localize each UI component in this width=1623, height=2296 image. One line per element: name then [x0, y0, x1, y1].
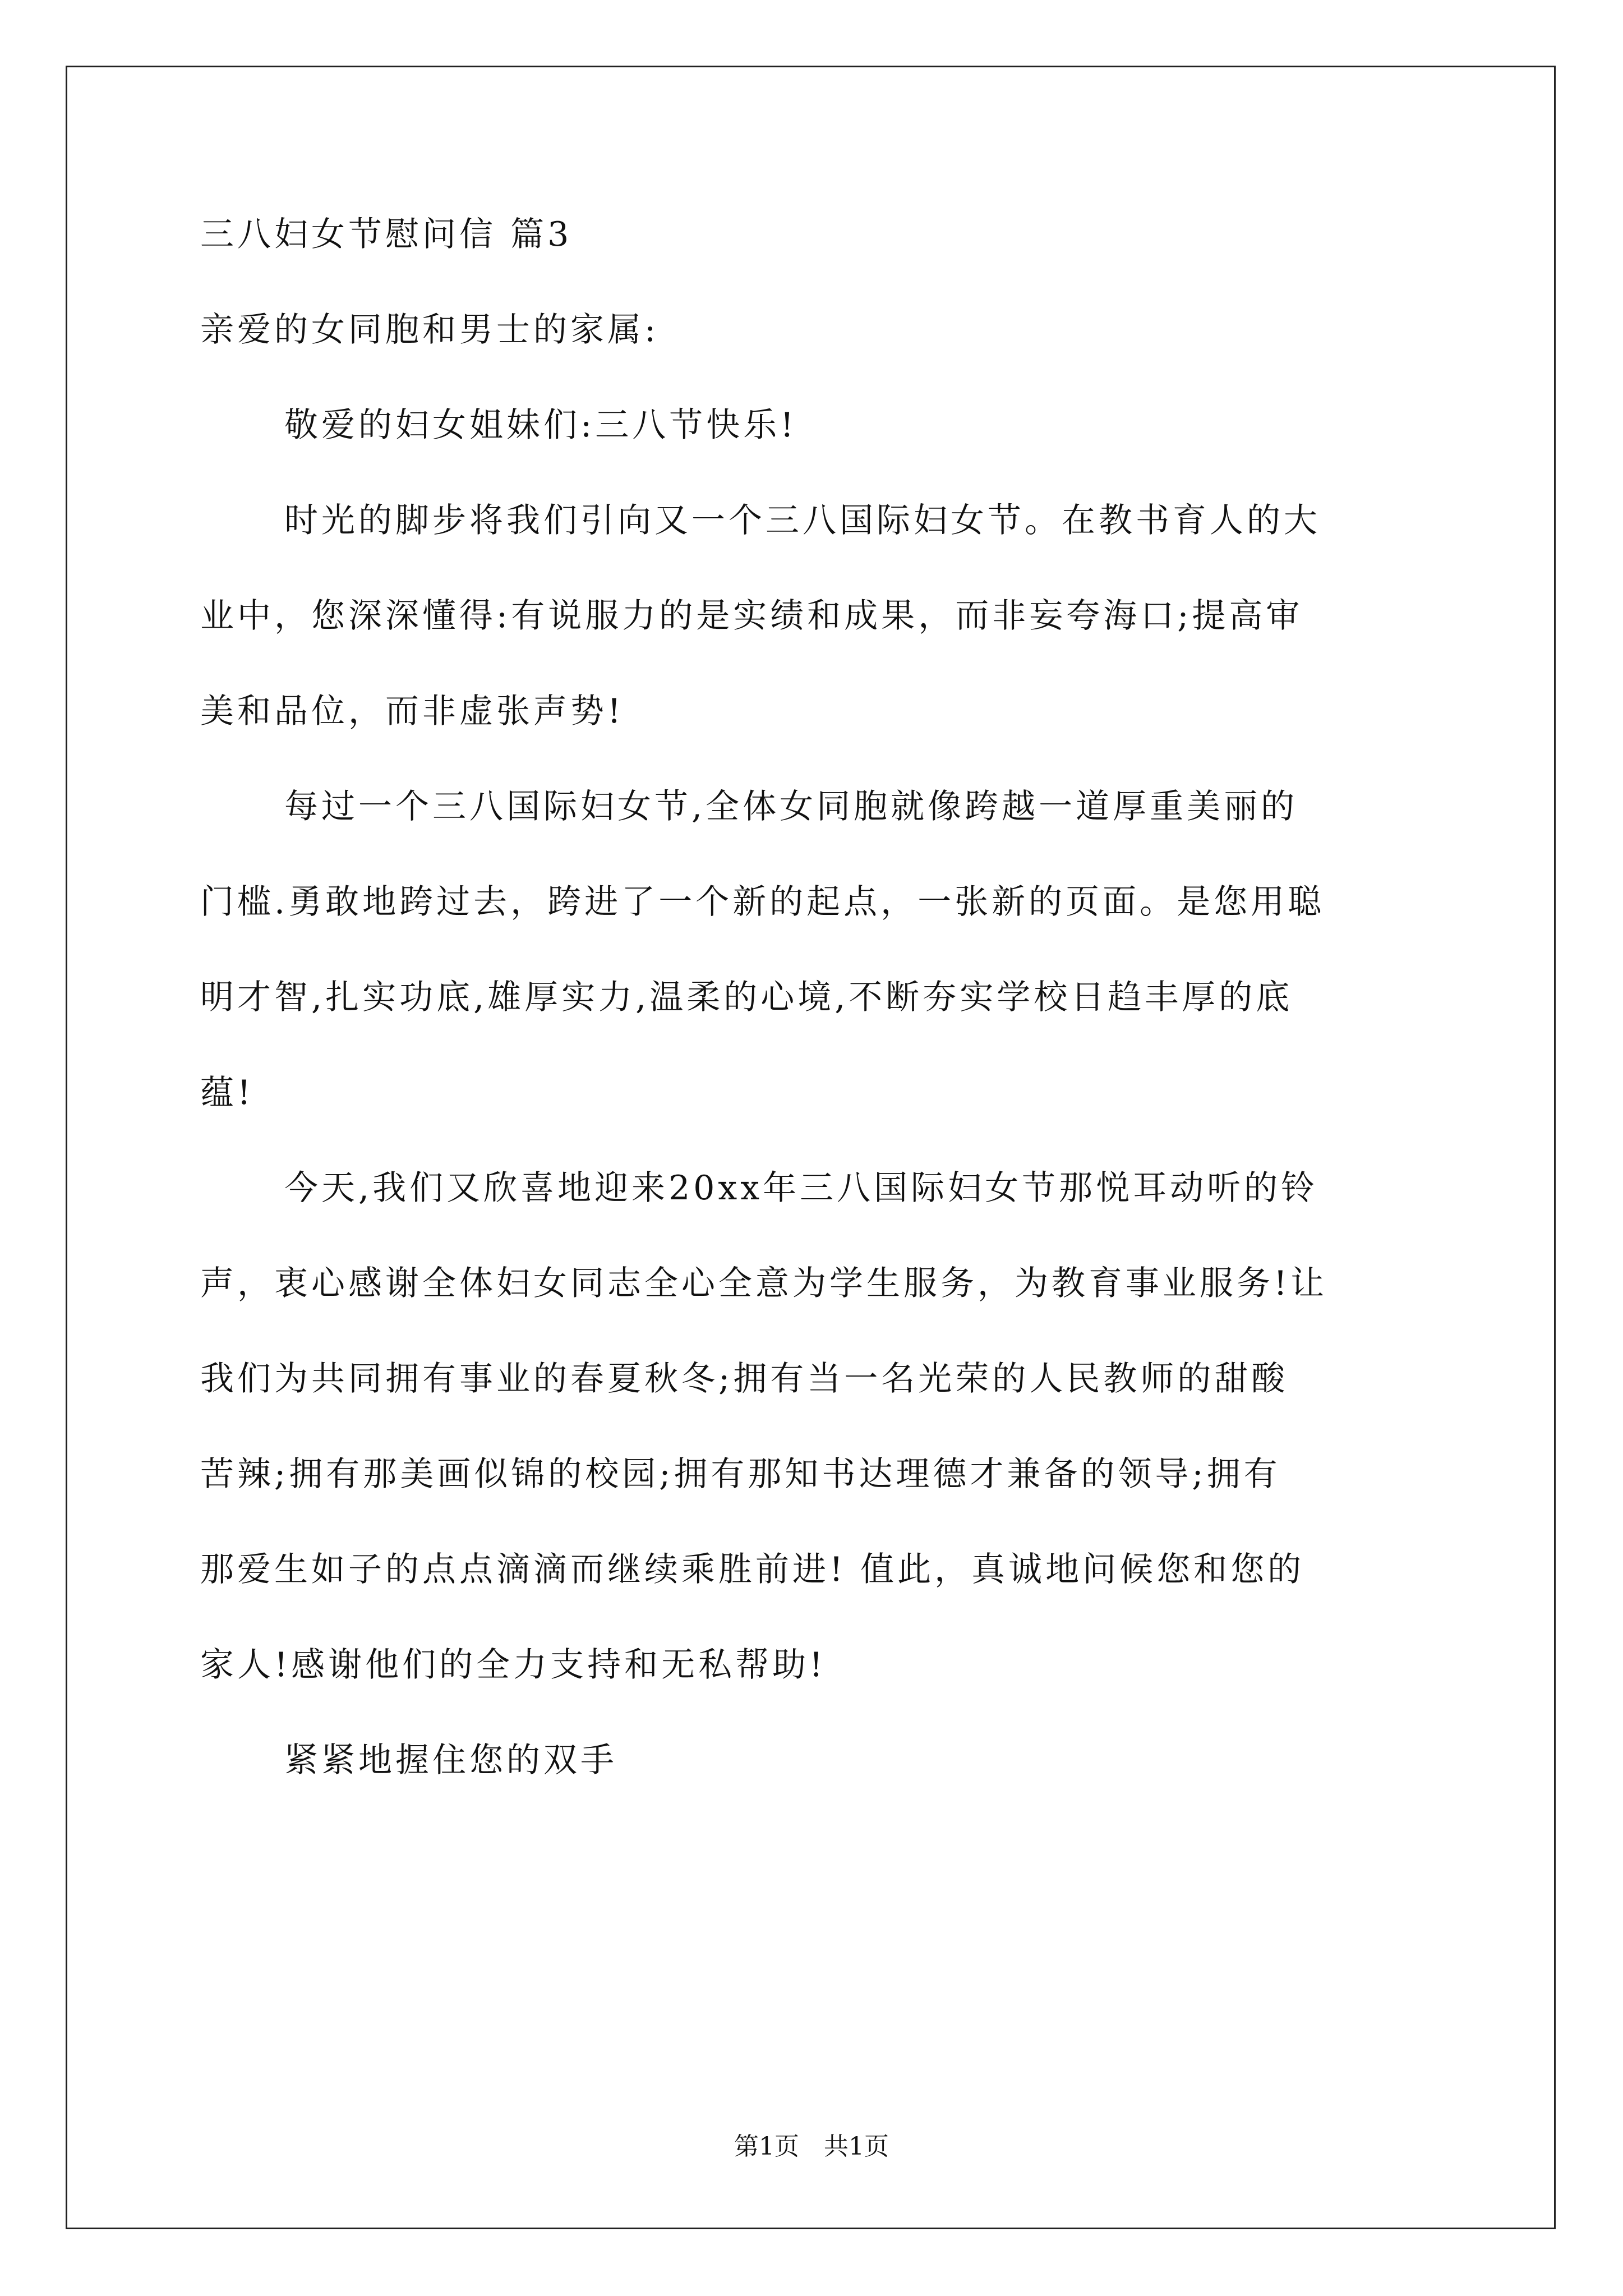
- closing-line: 紧紧地握住您的双手: [284, 1741, 617, 1780]
- page-footer: 第1页 共1页: [734, 2132, 889, 2161]
- paragraph-line: 蕴!: [200, 1073, 255, 1112]
- paragraph-3: [200, 1168, 1434, 1685]
- paragraph-line: 今天,我们又欣喜地迎来20xx年三八国际妇女节那悦耳动听的铃: [284, 1168, 1318, 1208]
- paragraph-line: 家人!感谢他们的全力支持和无私帮助!: [200, 1645, 827, 1685]
- paragraph-line: 每过一个三八国际妇女节,全体女同胞就像跨越一道厚重美丽的: [284, 787, 1298, 826]
- paragraph-line: 那爱生如子的点点滴滴而继续乘胜前进! 值此，真诚地问候您和您的: [200, 1550, 1305, 1589]
- paragraph-line: 业中，您深深懂得:有说服力的是实绩和成果，而非妄夸海口;提高审: [200, 596, 1303, 636]
- paragraph-line: 声，衷心感谢全体妇女同志全心全意为学生服务，为教育事业服务!让: [200, 1264, 1328, 1303]
- paragraph-line: 明才智,扎实功底,雄厚实力,温柔的心境,不断夯实学校日趋丰厚的底: [200, 978, 1293, 1017]
- paragraph-line: 美和品位，而非虚张声势!: [200, 692, 625, 731]
- paragraph-1: [200, 501, 1434, 731]
- paragraph-line: 门槛.勇敢地跨过去，跨进了一个新的起点，一张新的页面。是您用聪: [200, 882, 1325, 922]
- paragraph-line: 时光的脚步将我们引向又一个三八国际妇女节。在教书育人的大: [284, 501, 1321, 540]
- document-title: 三八妇女节慰问信 篇3: [200, 215, 573, 254]
- document-body: [200, 215, 1434, 1780]
- salutation: 亲爱的女同胞和男士的家属:: [200, 310, 660, 349]
- paragraph-2: [200, 787, 1434, 1112]
- greeting: 敬爱的妇女姐妹们:三八节快乐!: [284, 406, 797, 445]
- paragraph-line: 苦辣;拥有那美画似锦的校园;拥有那知书达理德才兼备的领导;拥有: [200, 1455, 1281, 1494]
- paragraph-line: 我们为共同拥有事业的春夏秋冬;拥有当一名光荣的人民教师的甜酸: [200, 1359, 1289, 1398]
